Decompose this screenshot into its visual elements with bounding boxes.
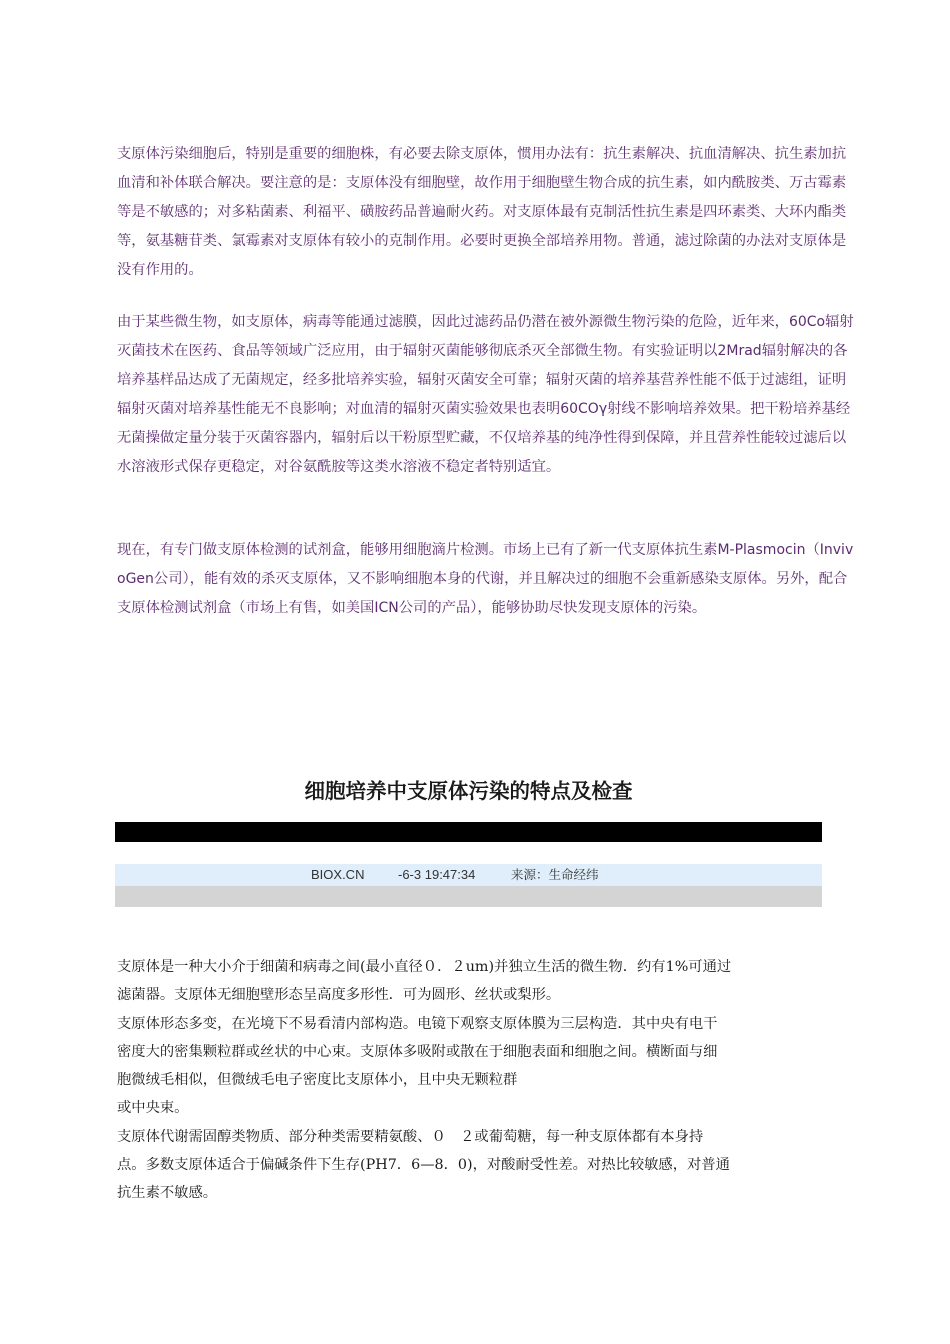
article-line: 抗生素不敏感。 — [117, 1185, 218, 1202]
paragraph-text: 辐射解决的各培养基样品达成了无菌规定，经多批培养实验，辐射灭菌安全可靠；辐射灭菌的培养基营养性能不低于过滤组，证明辐射灭菌对培养基性能无不良影响；对血清的辐射灭菌实验效果也表明 — [117, 343, 848, 417]
paragraph-latin-term: 60Co — [788, 314, 826, 330]
meta-date: -6-3 19:47:34 — [398, 867, 476, 882]
article-meta-bar — [115, 864, 822, 886]
article-line: 胞微绒毛相似，但微绒毛电子密度比支原体小，且中央无颗粒群 — [117, 1072, 518, 1089]
meta-site: BIOX.CN — [311, 867, 365, 882]
article-line: 支原体代谢需固醇类物质、部分种类需要精氨酸、０ ２或葡萄糖，每一种支原体都有本身持 — [117, 1128, 704, 1145]
article-body — [117, 953, 837, 1208]
article-line: 支原体是一种大小介于细菌和病毒之间(最小直径０．２um)并独立生活的微生物．约有1%可通过 — [117, 959, 732, 975]
paragraph-text: 由于某些微生物，如支原体，病毒等能通过滤膜，因此过滤药品仍潜在被外源微生物污染的危险，近年来， — [117, 314, 789, 330]
article-line: 支原体形态多变，在光境下不易看清内部构造。电镜下观察支原体膜为三层构造．其中央有电干 — [117, 1015, 718, 1032]
paragraph-latin-term: ICN — [374, 600, 399, 616]
paragraph-radiation-sterilization — [117, 308, 857, 482]
paragraph-latin-term: InvivoGen — [117, 542, 854, 587]
meta-source: 来源：生命经纬 — [511, 867, 599, 882]
article-line: 或中央束。 — [117, 1100, 189, 1117]
paragraph-latin-term: M-Plasmocin — [717, 542, 806, 558]
paragraph-text: 公司的产品），能够协助尽快发现支原体的污染。 — [398, 600, 707, 616]
article-line: 点。多数支原体适合于偏碱条件下生存(PH7．6—8．0)，对酸耐受性差。对热比较敏感，对普通 — [117, 1157, 730, 1174]
paragraph-text: 公司），能有效的杀灭支原体，又不影响细胞本身的代谢，并且解决过的细胞不会重新感染支原体。另外，配合支原体检测试剂盒（市场上有售，如美国 — [117, 571, 848, 616]
article-line: 滤菌器。支原体无细胞壁形态呈高度多形性．可为圆形、丝状或梨形。 — [117, 987, 561, 1004]
paragraph-latin-term: 60COγ — [560, 401, 608, 417]
paragraph-mycoplasma-removal — [117, 140, 857, 285]
article-line: 密度大的密集颗粒群或丝状的中心束。支原体多吸附或散在于细胞表面和细胞之间。横断面与细 — [117, 1043, 718, 1060]
paragraph-text: 射线不影响培养效果。把干粉培养基经无菌操做定量分装于灭菌容器内，辐射后以干粉原型贮藏，不仅培养基的纯净性得到保障，并且营养性能较过滤后以水溶液形式保存更稳定，对谷氨酰胺等这类水溶液不稳定者特别适宜。 — [117, 401, 851, 475]
paragraph-latin-term: 2Mrad — [717, 343, 762, 359]
article-title: 细胞培养中支原体污染的特点及检查 — [304, 779, 633, 803]
title-divider-bar — [115, 822, 822, 842]
paragraph-text: （ — [805, 542, 820, 558]
paragraph-detection-kit — [117, 536, 857, 623]
meta-grey-bar — [115, 886, 822, 907]
paragraph-text: 支原体污染细胞后，特别是重要的细胞株，有必要去除支原体，惯用办法有：抗生素解决、抗血清解决、抗生素加抗血清和补体联合解决。要注意的是：支原体没有细胞壁，故作用于细胞壁生物合成的抗生素，如内酰胺类、万古霉素等是不敏感的；对多粘菌素、利福平、磺胺药品普遍耐火药。对支原体最有克制活性抗生素是四环素类、大环内酯类等，氨基糖苷类、氯霉素对支原体有较小的克制作用。必要时更换全部培养用物。普通，滤过除菌的办法对支原体是没有作用的。 — [117, 146, 847, 278]
paragraph-text: 辐射灭菌技术在医药、食品等领域广泛应用，由于辐射灭菌能够彻底杀灭全部微生物。有实验证明以 — [117, 314, 854, 359]
paragraph-text: 现在，有专门做支原体检测的试剂盒，能够用细胞滴片检测。市场上已有了新一代支原体抗生素 — [117, 542, 718, 558]
